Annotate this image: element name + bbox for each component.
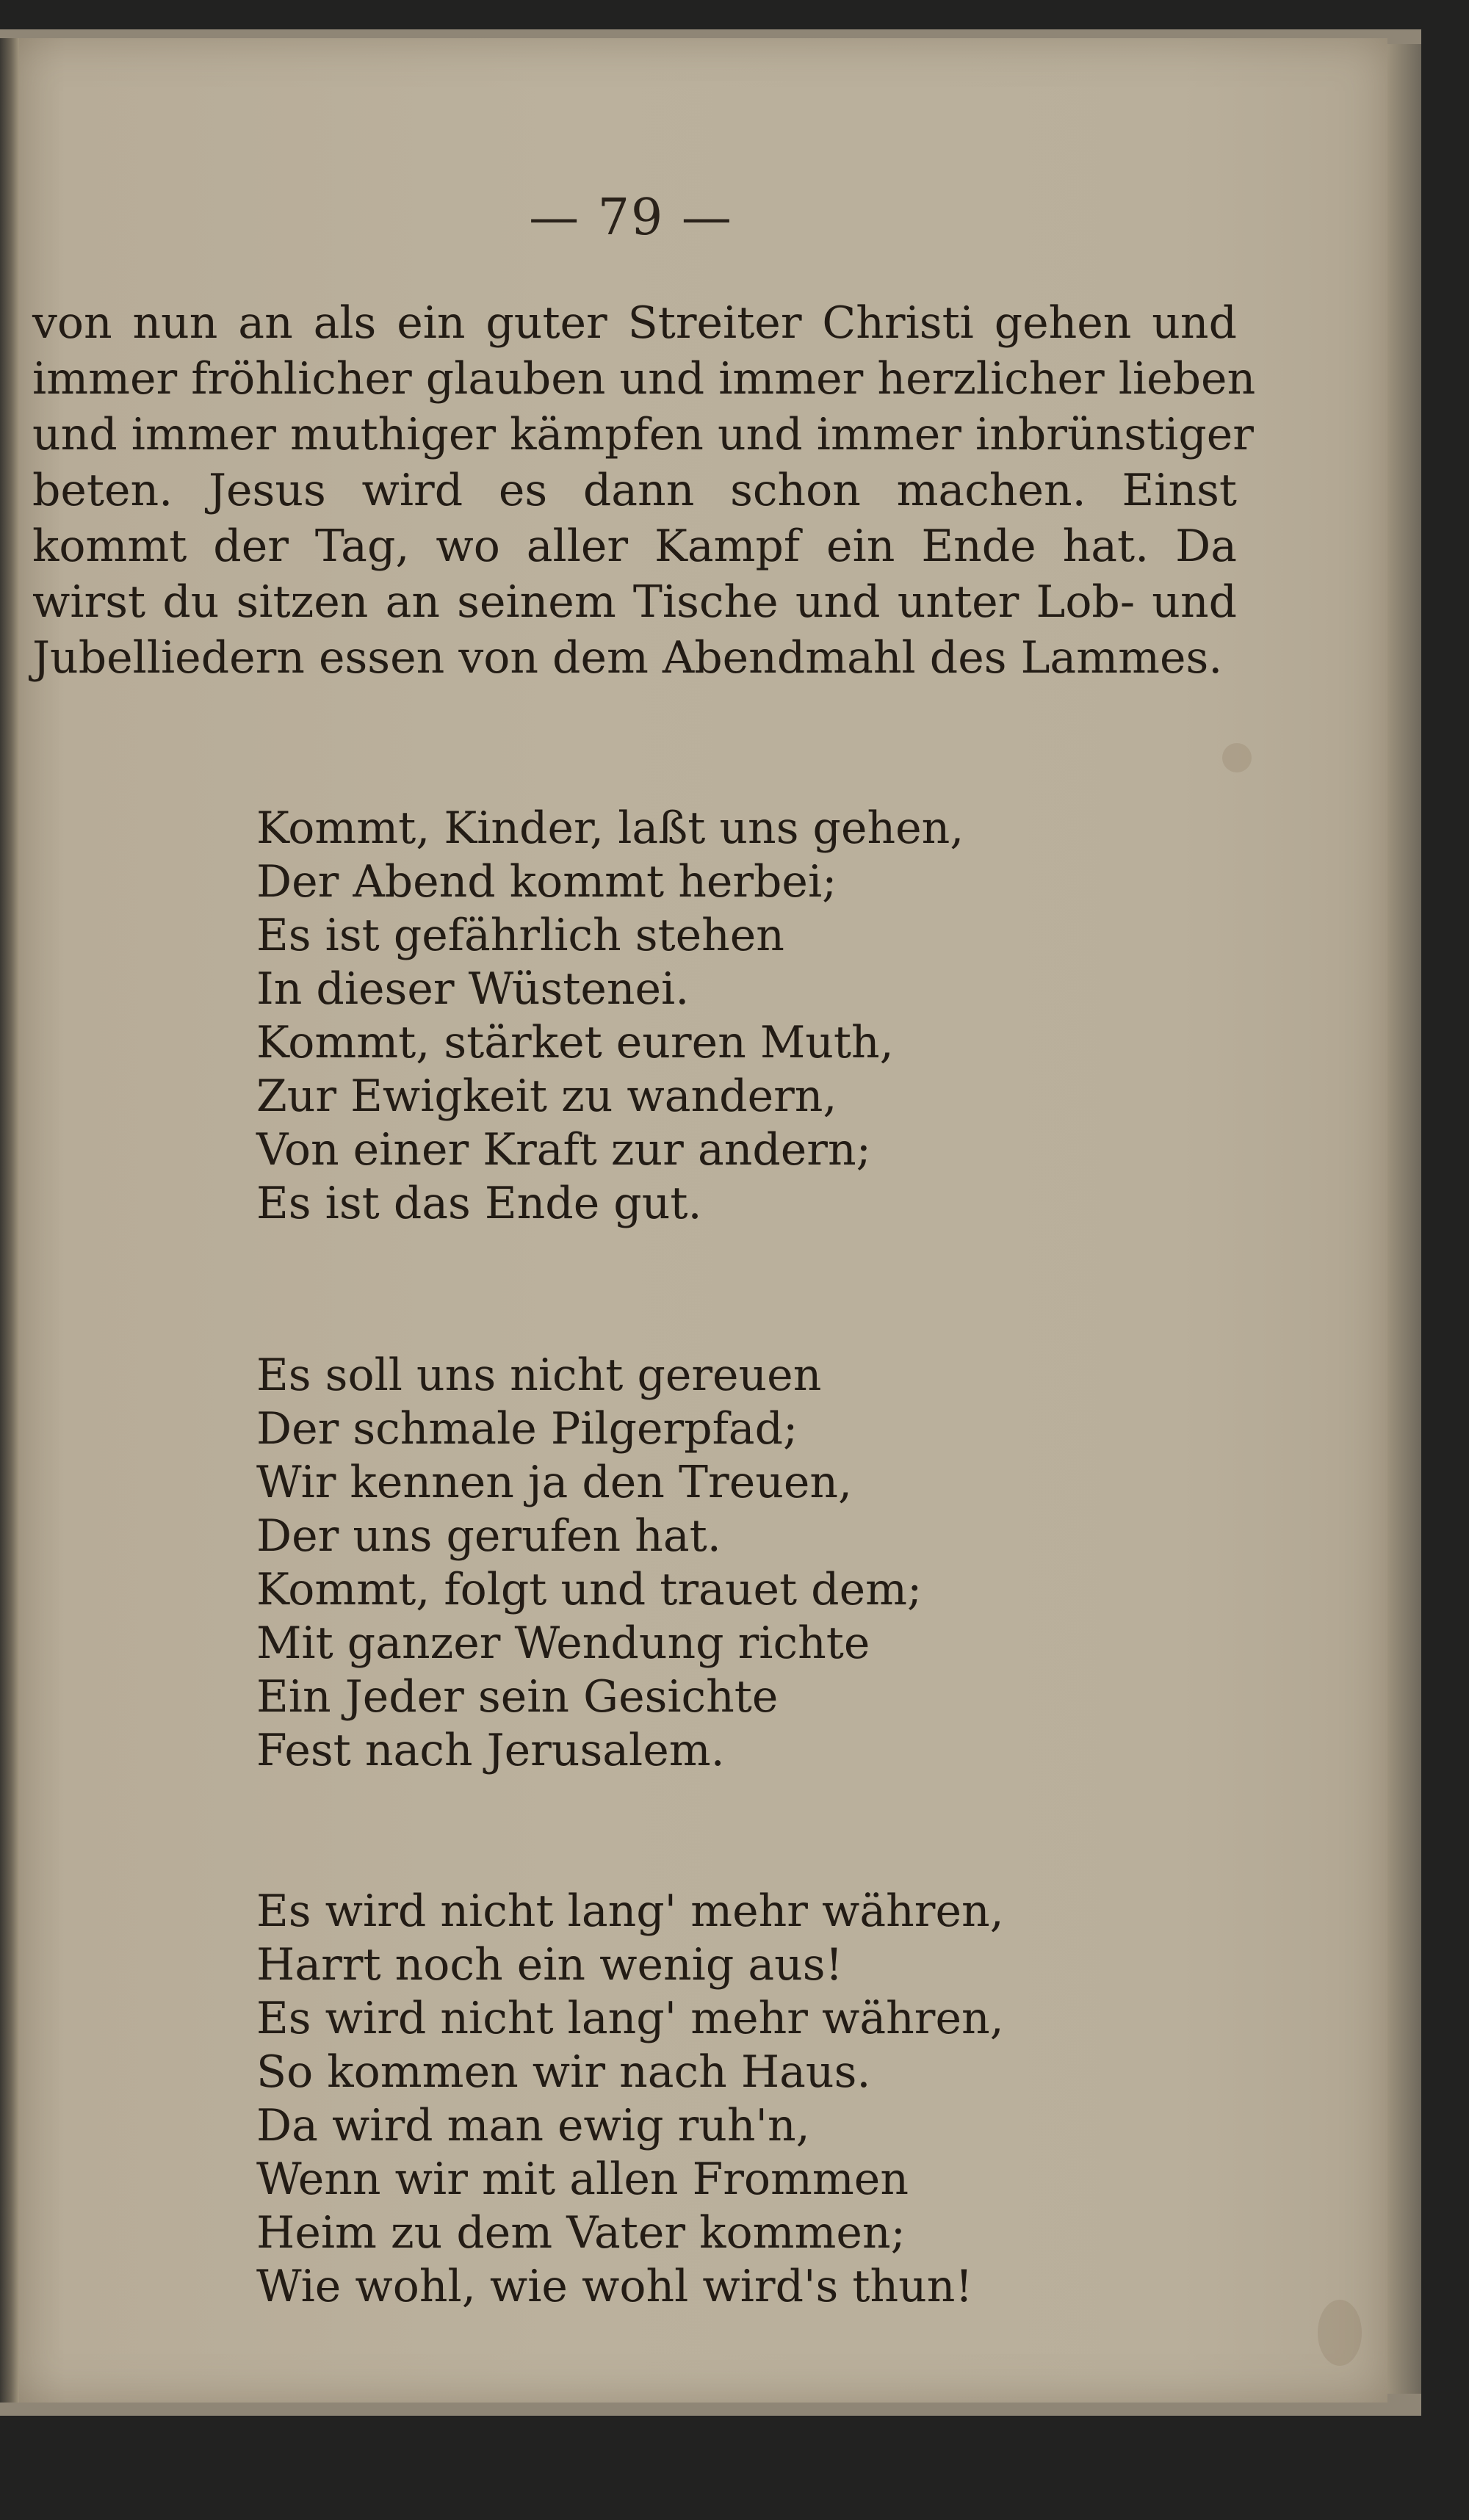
verse-line: Mit ganzer Wendung richte <box>256 1618 870 1669</box>
verse-line: Ein Jeder sein Gesichte <box>256 1671 779 1723</box>
verse-line: Es ist gefährlich stehen <box>256 910 784 961</box>
prose-paragraph <box>32 295 1256 686</box>
verse-line: Kommt, stärket euren Muth, <box>256 1017 894 1068</box>
verse-line: Der uns gerufen hat. <box>256 1510 721 1562</box>
verse-line: In dieser Wüstenei. <box>256 963 690 1015</box>
verse-line: Fest nach Jerusalem. <box>256 1725 725 1776</box>
prose-line: beten. Jesus wird es dann schon machen. Einst <box>32 465 1237 516</box>
verse-line: Es ist das Ende gut. <box>256 1178 702 1229</box>
verse-line: Es soll uns nicht gereuen <box>256 1350 822 1401</box>
verse-line: Wie wohl, wie wohl wird's thun! <box>256 2261 973 2312</box>
page-fore-edge <box>1387 44 1421 2394</box>
verse-line: Der schmale Pilgerpfad; <box>256 1403 798 1455</box>
paper-stain <box>1318 2300 1362 2366</box>
verse-line: Von einer Kraft zur andern; <box>256 1124 871 1176</box>
paper-stain <box>1222 743 1252 772</box>
prose-line: immer fröhlicher glauben und immer herzlicher lieben <box>32 353 1256 405</box>
verse-line: Wir kennen ja den Treuen, <box>256 1457 853 1508</box>
prose-line: kommt der Tag, wo aller Kampf ein Ende hat. Da <box>32 521 1237 572</box>
verse-line: Heim zu dem Vater kommen; <box>256 2207 906 2259</box>
prose-line: Jubelliedern essen von dem Abendmahl des Lammes. <box>32 632 1223 684</box>
prose-line: wirst du sitzen an seinem Tische und unter Lob- und <box>32 576 1237 628</box>
book-page <box>10 38 1387 2403</box>
verse-line: So kommen wir nach Haus. <box>256 2046 871 2098</box>
hymn-stanza-3 <box>256 1885 1211 2314</box>
page-binding-edge <box>0 38 19 2403</box>
verse-line: Es wird nicht lang' mehr währen, <box>256 1993 1004 2044</box>
hymn-stanza-2 <box>256 1349 1211 1778</box>
verse-line: Zur Ewigkeit zu wandern, <box>256 1071 837 1122</box>
prose-line: und immer muthiger kämpfen und immer inbrünstiger <box>32 409 1254 460</box>
verse-line: Es wird nicht lang' mehr währen, <box>256 1886 1004 1937</box>
page-number: — 79 — <box>529 189 733 247</box>
verse-line: Kommt, Kinder, laßt uns gehen, <box>256 803 964 854</box>
verse-line: Kommt, folgt und trauet dem; <box>256 1564 923 1615</box>
verse-line: Da wird man ewig ruh'n, <box>256 2100 810 2151</box>
prose-line: von nun an als ein guter Streiter Christi gehen und <box>32 297 1237 349</box>
verse-line: Der Abend kommt herbei; <box>256 856 837 908</box>
hymn-stanza-1 <box>256 802 1211 1231</box>
verse-line: Harrt noch ein wenig aus! <box>256 1939 843 1991</box>
verse-line: Wenn wir mit allen Frommen <box>256 2154 909 2205</box>
